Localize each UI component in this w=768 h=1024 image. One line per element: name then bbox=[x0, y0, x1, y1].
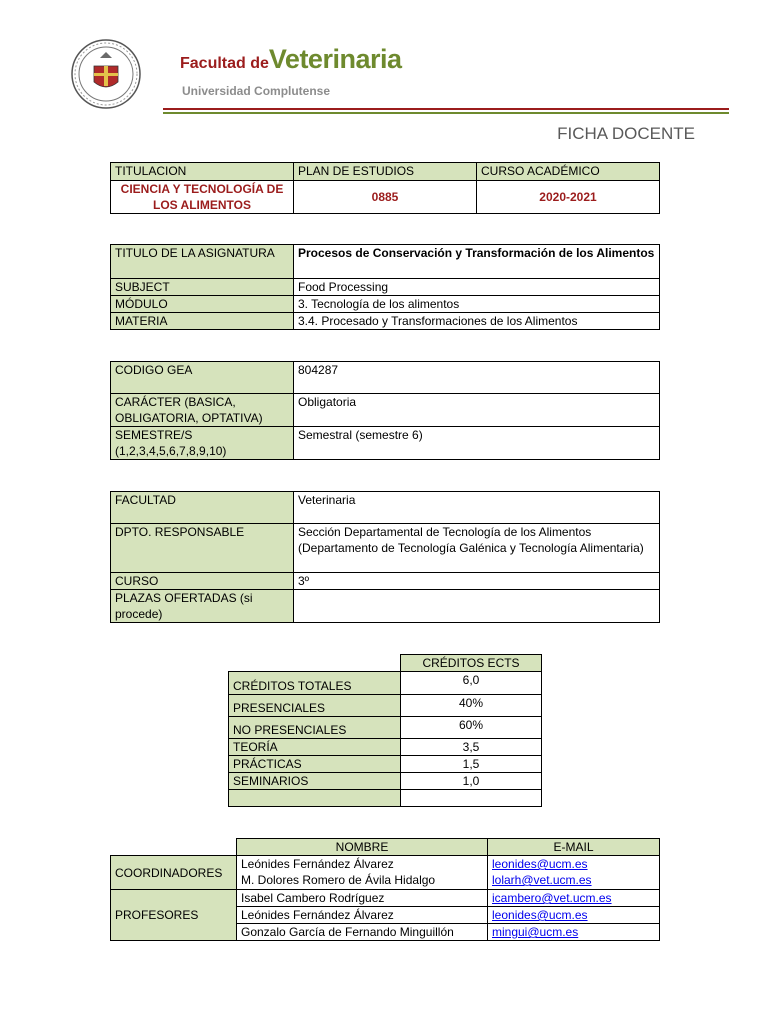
plazas-label: PLAZAS OFERTADAS (si procede) bbox=[111, 590, 294, 623]
staff-name: M. Dolores Romero de Ávila Hidalgo bbox=[241, 873, 436, 887]
document-title: FICHA DOCENTE bbox=[557, 124, 695, 143]
credit-row-label: TEORÍA bbox=[229, 739, 401, 756]
profesores-label: PROFESORES bbox=[111, 890, 237, 941]
curso-header: CURSO ACADÉMICO bbox=[477, 163, 660, 181]
credit-row-label: PRESENCIALES bbox=[229, 695, 401, 717]
email-link[interactable]: mingui@ucm.es bbox=[492, 925, 579, 939]
credit-row-label: CRÉDITOS TOTALES bbox=[229, 672, 401, 695]
email-link[interactable]: icambero@vet.ucm.es bbox=[492, 891, 612, 905]
header-rule-green bbox=[163, 112, 729, 114]
module-value: 3. Tecnología de los alimentos bbox=[294, 296, 660, 313]
credit-row-value: 1,5 bbox=[401, 756, 542, 773]
titulacion-header: TITULACION bbox=[111, 163, 294, 181]
staff-corner bbox=[111, 839, 237, 856]
dpto-value: Sección Departamental de Tecnología de los Alimentos (Departamento de Tecnología Galénica y Tecnología Alimentaria) bbox=[294, 524, 660, 573]
subject-table bbox=[110, 244, 660, 330]
staff-name: Leónides Fernández Álvarez bbox=[237, 907, 488, 924]
plan-header: PLAN DE ESTUDIOS bbox=[294, 163, 477, 181]
university-seal-logo bbox=[70, 38, 142, 110]
materia-label: MATERIA bbox=[111, 313, 294, 330]
credit-row-value: 40% bbox=[401, 695, 542, 717]
semestre-value: Semestral (semestre 6) bbox=[294, 427, 660, 460]
credit-row-value: 3,5 bbox=[401, 739, 542, 756]
credit-row-label: PRÁCTICAS bbox=[229, 756, 401, 773]
facultad-value: Veterinaria bbox=[294, 492, 660, 524]
credit-row-value: 60% bbox=[401, 717, 542, 739]
faculty-table bbox=[110, 491, 660, 623]
curso-value: 2020-2021 bbox=[477, 181, 660, 214]
email-link[interactable]: lolarh@vet.ucm.es bbox=[492, 873, 592, 887]
coordinadores-names bbox=[237, 856, 488, 890]
coordinadores-label: COORDINADORES bbox=[111, 856, 237, 890]
caracter-label: CARÁCTER (BASICA, OBLIGATORIA, OPTATIVA) bbox=[111, 394, 294, 427]
subject-label: SUBJECT bbox=[111, 279, 294, 296]
plan-value: 0885 bbox=[294, 181, 477, 214]
faculty-title bbox=[180, 44, 402, 75]
title-label: TITULO DE LA ASIGNATURA bbox=[111, 245, 294, 279]
coordinadores-emails bbox=[488, 856, 660, 890]
credits-header: CRÉDITOS ECTS bbox=[401, 655, 542, 672]
header-rule-red bbox=[163, 108, 729, 110]
module-label: MÓDULO bbox=[111, 296, 294, 313]
credits-table bbox=[228, 654, 542, 807]
staff-name: Gonzalo García de Fernando Minguillón bbox=[237, 924, 488, 941]
gea-label: CODIGO GEA bbox=[111, 362, 294, 394]
credit-row-label: SEMINARIOS bbox=[229, 773, 401, 790]
university-name: Universidad Complutense bbox=[182, 84, 331, 98]
titulacion-value: CIENCIA Y TECNOLOGÍA DE LOS ALIMENTOS bbox=[111, 181, 294, 214]
credits-corner bbox=[229, 655, 401, 672]
email-link[interactable]: leonides@ucm.es bbox=[492, 857, 588, 871]
name-header: NOMBRE bbox=[237, 839, 488, 856]
faculty-title-prefix: Facultad de bbox=[180, 55, 269, 72]
credit-row-value: 6,0 bbox=[401, 672, 542, 695]
curso-label: CURSO bbox=[111, 573, 294, 590]
facultad-label: FACULTAD bbox=[111, 492, 294, 524]
credit-row-value: 1,0 bbox=[401, 773, 542, 790]
subject-value: Food Processing bbox=[294, 279, 660, 296]
email-header: E-MAIL bbox=[488, 839, 660, 856]
study-table bbox=[110, 162, 660, 214]
plazas-value bbox=[294, 590, 660, 623]
credit-row-label: NO PRESENCIALES bbox=[229, 717, 401, 739]
codes-table bbox=[110, 361, 660, 460]
credit-row-empty-value bbox=[401, 790, 542, 807]
email-link[interactable]: leonides@ucm.es bbox=[492, 908, 588, 922]
gea-value: 804287 bbox=[294, 362, 660, 394]
dpto-label: DPTO. RESPONSABLE bbox=[111, 524, 294, 573]
curso-value: 3º bbox=[294, 573, 660, 590]
semestre-label: SEMESTRE/S (1,2,3,4,5,6,7,8,9,10) bbox=[111, 427, 294, 460]
staff-name: Isabel Cambero Rodríguez bbox=[237, 890, 488, 907]
materia-value: 3.4. Procesado y Transformaciones de los Alimentos bbox=[294, 313, 660, 330]
faculty-title-main: Veterinaria bbox=[268, 44, 402, 74]
credit-row-empty-label bbox=[229, 790, 401, 807]
staff-name: Leónides Fernández Álvarez bbox=[241, 857, 394, 871]
caracter-value: Obligatoria bbox=[294, 394, 660, 427]
title-value: Procesos de Conservación y Transformación de los Alimentos bbox=[294, 245, 660, 279]
staff-table bbox=[110, 838, 660, 941]
